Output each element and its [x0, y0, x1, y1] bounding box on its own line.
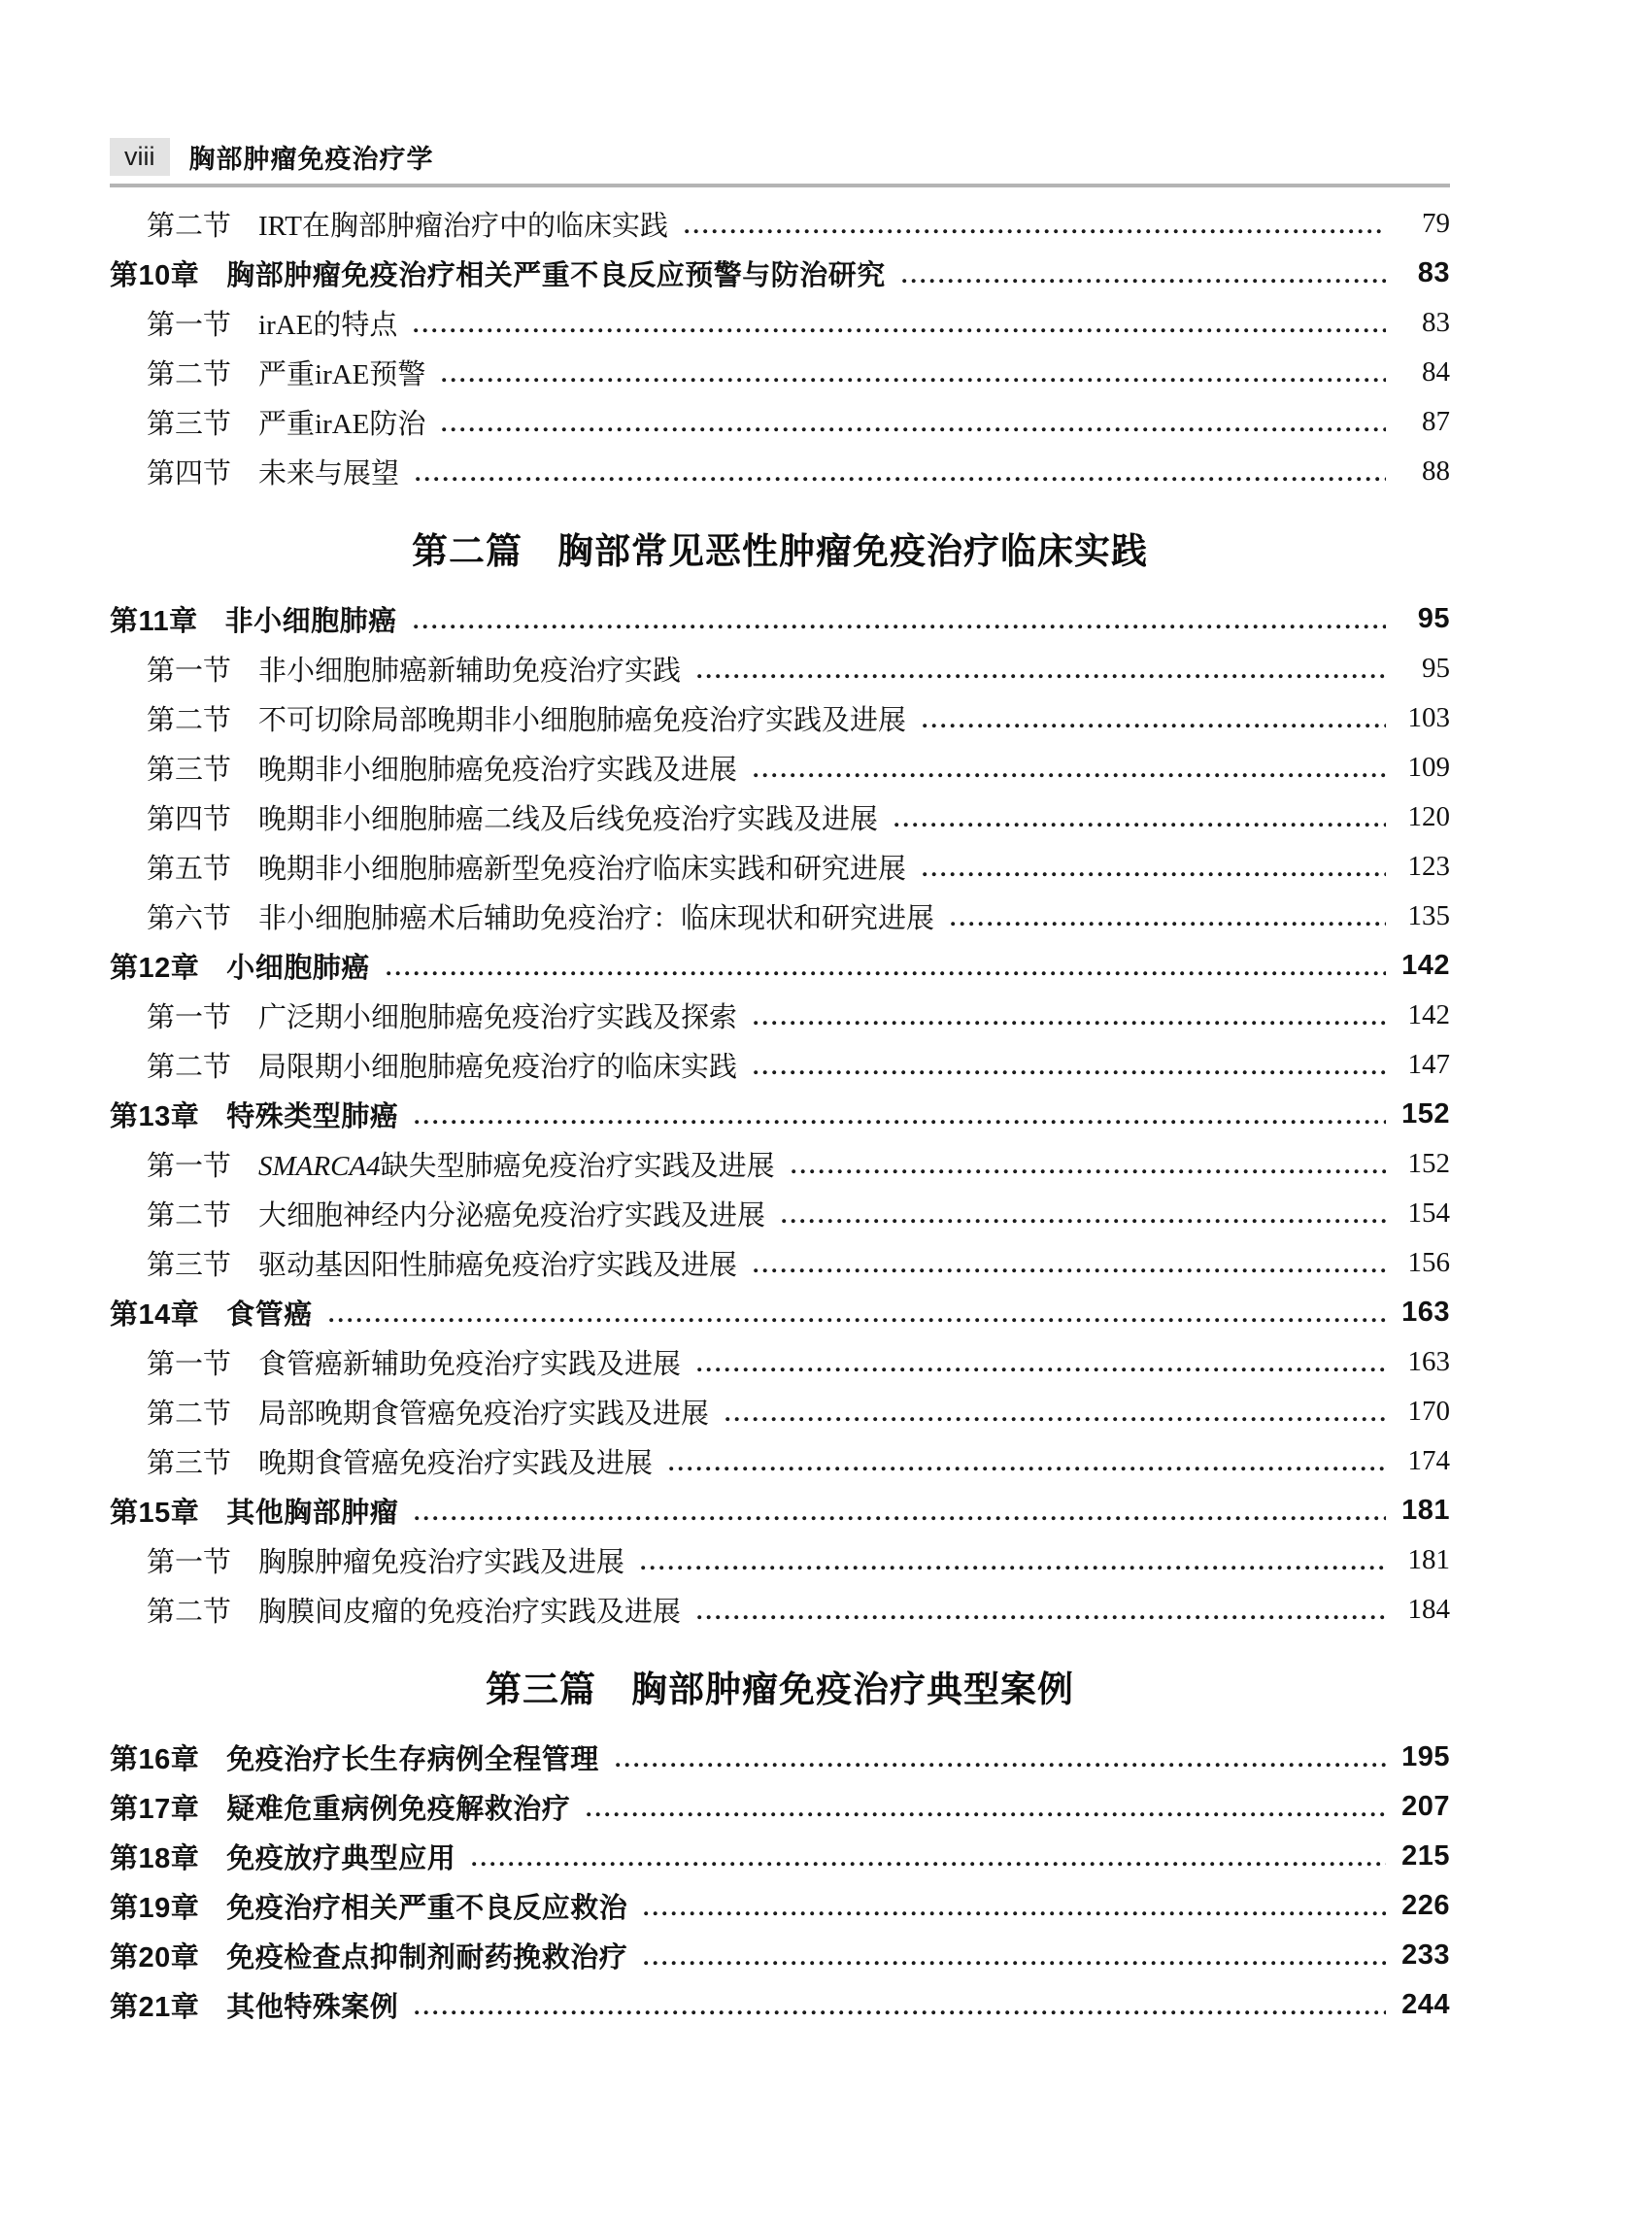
- dot-leader: [414, 1119, 1386, 1126]
- entry-title: 食管癌: [226, 1299, 313, 1331]
- entry-title: 胸腺肿瘤免疫治疗实践及进展: [258, 1547, 625, 1578]
- entry-page-number: 195: [1401, 1741, 1450, 1772]
- entry-page-number: 154: [1407, 1197, 1450, 1229]
- entry-label: 第13章: [110, 1101, 200, 1132]
- entry-title: IRT在胸部肿瘤治疗中的临床实践: [258, 211, 668, 242]
- dot-leader: [725, 1416, 1386, 1423]
- entry-page-number: 95: [1417, 603, 1450, 634]
- toc-entry-section: [110, 892, 1450, 941]
- entry-page-number: 87: [1422, 406, 1450, 437]
- entry-page-number: 135: [1407, 900, 1450, 931]
- part-title: 胸部肿瘤免疫治疗典型案例: [631, 1670, 1074, 1710]
- toc-entry-section: [110, 743, 1450, 793]
- part-title: 胸部常见恶性肿瘤免疫治疗临床实践: [557, 532, 1148, 572]
- entry-title: 不可切除局部晚期非小细胞肺癌免疫治疗实践及进展: [258, 705, 907, 736]
- entry-title: 非小细胞肺癌: [224, 606, 397, 637]
- dot-leader: [441, 377, 1386, 384]
- entry-page-number: 152: [1401, 1098, 1450, 1130]
- entry-page-number: 181: [1407, 1544, 1450, 1575]
- entry-page-number: 88: [1422, 455, 1450, 487]
- dot-leader: [922, 871, 1386, 878]
- entry-label: 第三节: [147, 409, 232, 440]
- dot-leader: [696, 673, 1386, 680]
- entry-page-number: 79: [1422, 208, 1450, 239]
- dot-leader: [696, 1366, 1386, 1373]
- toc-entry-chapter: [110, 1881, 1450, 1931]
- entry-page-number: 163: [1407, 1346, 1450, 1377]
- toc-entry-section: [110, 348, 1450, 397]
- dot-leader: [413, 327, 1386, 334]
- entry-label: 第一节: [147, 1547, 232, 1578]
- entry-label: 第一节: [147, 656, 232, 687]
- part-number: 第三篇: [486, 1670, 596, 1710]
- entry-title: 局部晚期食管癌免疫治疗实践及进展: [258, 1399, 710, 1430]
- entry-label: 第五节: [147, 854, 232, 885]
- entry-page-number: 184: [1407, 1594, 1450, 1625]
- toc-entry-chapter: [110, 249, 1450, 298]
- entry-page-number: 233: [1401, 1939, 1450, 1971]
- entry-page-number: 83: [1417, 257, 1450, 288]
- entry-title: 非小细胞肺癌新辅助免疫治疗实践: [258, 656, 682, 687]
- dot-leader: [414, 2009, 1386, 2016]
- toc-entry-section: [110, 1189, 1450, 1238]
- entry-label: 第18章: [110, 1843, 200, 1874]
- toc-entry-section: [110, 1387, 1450, 1436]
- entry-title: 免疫检查点抑制剂耐药挽救治疗: [226, 1942, 628, 1973]
- dot-leader: [471, 1861, 1386, 1868]
- entry-label: 第一节: [147, 1349, 232, 1380]
- entry-title: 非小细胞肺癌术后辅助免疫治疗：临床现状和研究进展: [258, 903, 935, 934]
- entry-page-number: 103: [1407, 702, 1450, 733]
- entry-label: 第四节: [147, 458, 232, 489]
- entry-label: 第三节: [147, 1448, 232, 1479]
- entry-label: 第15章: [110, 1498, 200, 1529]
- table-of-contents: [110, 199, 1450, 2030]
- entry-label: 第10章: [110, 260, 200, 291]
- toc-entry-section: [110, 1585, 1450, 1635]
- entry-title: 免疫放疗典型应用: [226, 1843, 456, 1874]
- toc-entry-section: [110, 397, 1450, 447]
- toc-entry-chapter: [110, 1288, 1450, 1337]
- dot-leader: [414, 1515, 1386, 1522]
- toc-entry-section: [110, 842, 1450, 892]
- entry-page-number: 174: [1407, 1445, 1450, 1476]
- folio-page-number: viii: [110, 138, 170, 175]
- dot-leader: [586, 1811, 1386, 1818]
- entry-title: 疑难危重病例免疫解救治疗: [226, 1794, 571, 1825]
- entry-title: 免疫治疗相关严重不良反应救治: [226, 1893, 628, 1924]
- entry-page-number: 156: [1407, 1247, 1450, 1278]
- entry-title: 晚期食管癌免疫治疗实践及进展: [258, 1448, 654, 1479]
- toc-entry-section: [110, 991, 1450, 1040]
- entry-title: 免疫治疗长生存病例全程管理: [226, 1744, 599, 1775]
- toc-entry-section: [110, 644, 1450, 693]
- entry-page-number: 84: [1422, 356, 1450, 388]
- entry-page-number: 95: [1422, 653, 1450, 684]
- entry-label: 第六节: [147, 903, 232, 934]
- toc-entry-section: [110, 1040, 1450, 1090]
- toc-entry-chapter: [110, 594, 1450, 644]
- toc-entry-section: [110, 1535, 1450, 1585]
- dot-leader: [684, 228, 1386, 235]
- entry-label: 第二节: [147, 1597, 232, 1628]
- dot-leader: [441, 426, 1386, 433]
- entry-label: 第二节: [147, 705, 232, 736]
- entry-title: irAE的特点: [258, 310, 398, 341]
- entry-label: 第四节: [147, 804, 232, 835]
- entry-page-number: 142: [1407, 999, 1450, 1030]
- part-number: 第二篇: [412, 532, 523, 572]
- entry-title: 小细胞肺癌: [226, 953, 370, 984]
- entry-label: 第19章: [110, 1893, 200, 1924]
- entry-title: 未来与展望: [258, 458, 400, 489]
- dot-leader: [386, 970, 1386, 977]
- part-heading: [110, 1661, 1450, 1711]
- dot-leader: [615, 1762, 1386, 1769]
- entry-title: SMARCA4缺失型肺癌免疫治疗实践及进展: [258, 1151, 775, 1182]
- entry-label: 第11章: [110, 606, 198, 637]
- entry-page-number: 215: [1401, 1840, 1450, 1872]
- entry-title: 食管癌新辅助免疫治疗实践及进展: [258, 1349, 682, 1380]
- dot-leader: [415, 476, 1386, 483]
- entry-title: 胸膜间皮瘤的免疫治疗实践及进展: [258, 1597, 682, 1628]
- entry-label: 第二节: [147, 1052, 232, 1083]
- entry-label: 第三节: [147, 1250, 232, 1281]
- entry-title: 其他胸部肿瘤: [226, 1498, 399, 1529]
- toc-entry-chapter: [110, 1980, 1450, 2030]
- entry-title: 晚期非小细胞肺癌免疫治疗实践及进展: [258, 755, 738, 786]
- toc-entry-section: [110, 199, 1450, 249]
- entry-title-italic: SMARCA4: [258, 1151, 381, 1182]
- dot-leader: [696, 1614, 1386, 1621]
- toc-entry-chapter: [110, 1832, 1450, 1881]
- entry-page-number: 120: [1407, 801, 1450, 832]
- dot-leader: [753, 1020, 1386, 1027]
- entry-page-number: 207: [1401, 1791, 1450, 1822]
- dot-leader: [643, 1960, 1386, 1967]
- dot-leader: [753, 1069, 1386, 1076]
- toc-entry-section: [110, 1337, 1450, 1387]
- toc-entry-section: [110, 447, 1450, 496]
- entry-page-number: 123: [1407, 851, 1450, 882]
- dot-leader: [950, 921, 1386, 928]
- entry-label: 第二节: [147, 359, 232, 390]
- entry-label: 第21章: [110, 1992, 200, 2023]
- entry-label: 第二节: [147, 211, 232, 242]
- entry-label: 第一节: [147, 1002, 232, 1033]
- entry-page-number: 109: [1407, 752, 1450, 783]
- entry-page-number: 170: [1407, 1396, 1450, 1427]
- toc-entry-section: [110, 1436, 1450, 1486]
- entry-page-number: 152: [1407, 1148, 1450, 1179]
- entry-label: 第17章: [110, 1794, 200, 1825]
- toc-entry-section: [110, 1238, 1450, 1288]
- dot-leader: [791, 1168, 1386, 1175]
- toc-entry-chapter: [110, 1733, 1450, 1782]
- running-header: [110, 138, 1450, 187]
- dot-leader: [901, 278, 1386, 285]
- entry-title: 驱动基因阳性肺癌免疫治疗实践及进展: [258, 1250, 738, 1281]
- entry-title: 胸部肿瘤免疫治疗相关严重不良反应预警与防治研究: [226, 260, 886, 291]
- entry-title: 严重irAE预警: [258, 359, 426, 390]
- dot-leader: [643, 1910, 1386, 1917]
- entry-page-number: 244: [1401, 1989, 1450, 2020]
- entry-label: 第二节: [147, 1399, 232, 1430]
- toc-entry-chapter: [110, 941, 1450, 991]
- entry-label: 第三节: [147, 755, 232, 786]
- dot-leader: [328, 1317, 1386, 1324]
- entry-label: 第16章: [110, 1744, 200, 1775]
- toc-entry-section: [110, 793, 1450, 842]
- entry-title: 大细胞神经内分泌癌免疫治疗实践及进展: [258, 1200, 766, 1231]
- toc-entry-chapter: [110, 1931, 1450, 1980]
- entry-label: 第二节: [147, 1200, 232, 1231]
- entry-label: 第12章: [110, 953, 200, 984]
- entry-title: 严重irAE防治: [258, 409, 426, 440]
- dot-leader: [922, 723, 1386, 729]
- toc-entry-chapter: [110, 1782, 1450, 1832]
- entry-page-number: 142: [1401, 950, 1450, 981]
- entry-label: 第20章: [110, 1942, 200, 1973]
- toc-entry-section: [110, 693, 1450, 743]
- entry-page-number: 181: [1401, 1495, 1450, 1526]
- dot-leader: [893, 822, 1386, 828]
- entry-title: 广泛期小细胞肺癌免疫治疗实践及探索: [258, 1002, 738, 1033]
- toc-entry-section: [110, 298, 1450, 348]
- dot-leader: [753, 1267, 1386, 1274]
- toc-entry-chapter: [110, 1486, 1450, 1535]
- dot-leader: [413, 624, 1386, 630]
- entry-page-number: 147: [1407, 1049, 1450, 1080]
- dot-leader: [753, 772, 1386, 779]
- entry-title: 晚期非小细胞肺癌二线及后线免疫治疗实践及进展: [258, 804, 879, 835]
- entry-title: 特殊类型肺癌: [226, 1101, 399, 1132]
- part-heading: [110, 523, 1450, 573]
- entry-title: 其他特殊案例: [226, 1992, 399, 2023]
- entry-page-number: 83: [1422, 307, 1450, 338]
- entry-title: 局限期小细胞肺癌免疫治疗的临床实践: [258, 1052, 738, 1083]
- entry-label: 第14章: [110, 1299, 200, 1331]
- toc-entry-section: [110, 1139, 1450, 1189]
- dot-leader: [668, 1466, 1386, 1472]
- dot-leader: [640, 1565, 1386, 1571]
- toc-entry-chapter: [110, 1090, 1450, 1139]
- book-title: 胸部肿瘤免疫治疗学: [188, 145, 434, 174]
- entry-label: 第一节: [147, 1151, 232, 1182]
- dot-leader: [781, 1218, 1386, 1225]
- entry-label: 第一节: [147, 310, 232, 341]
- entry-page-number: 163: [1401, 1297, 1450, 1328]
- entry-page-number: 226: [1401, 1890, 1450, 1921]
- entry-title: 晚期非小细胞肺癌新型免疫治疗临床实践和研究进展: [258, 854, 907, 885]
